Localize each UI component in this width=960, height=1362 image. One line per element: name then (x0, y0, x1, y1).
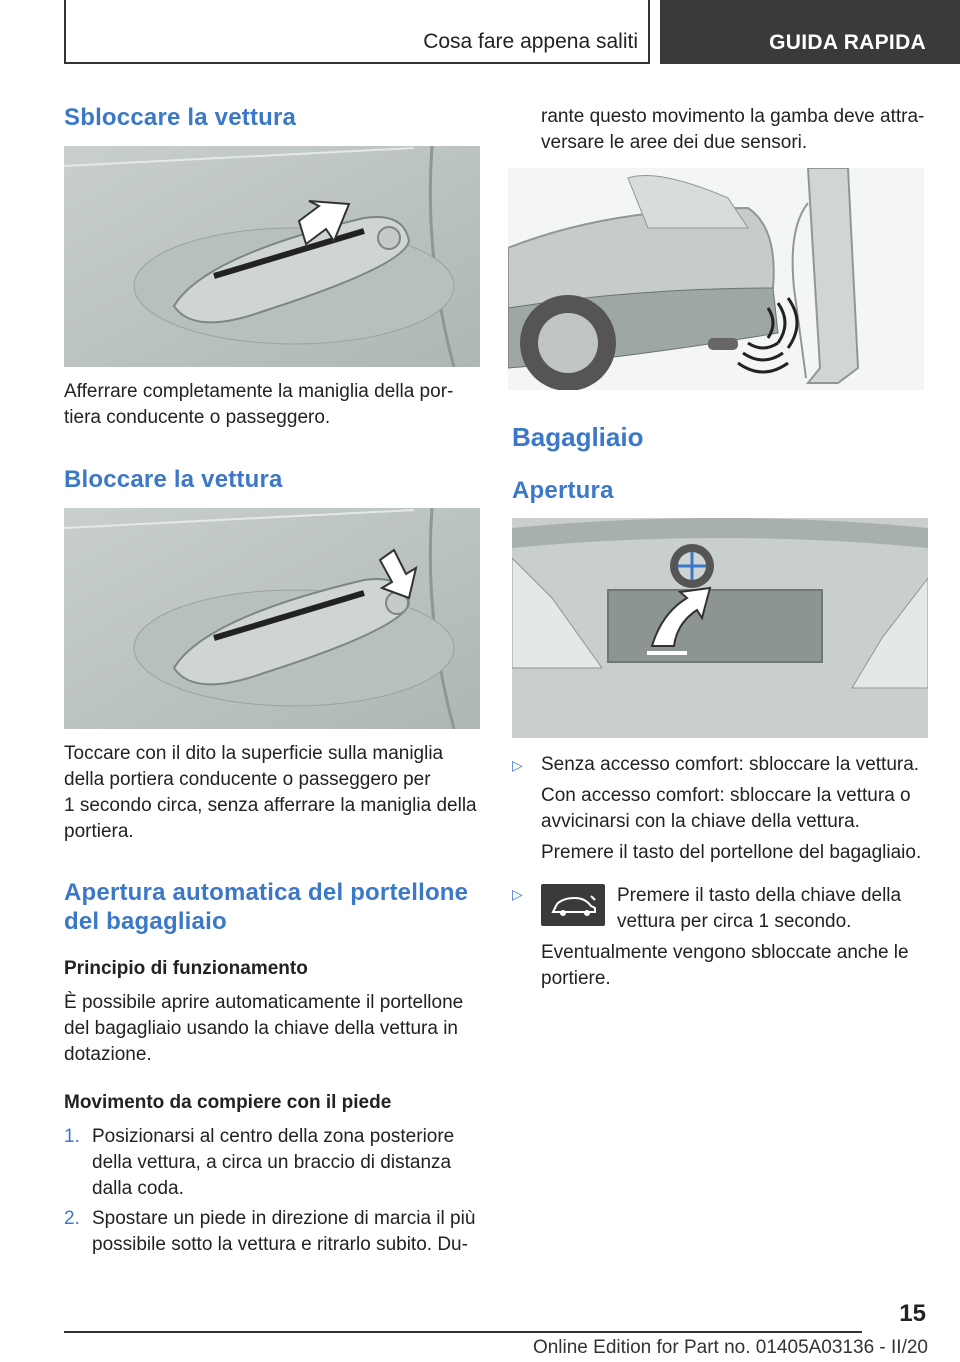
step-1 (64, 1124, 454, 1202)
heading-principle: Principio di funzionamento (64, 958, 308, 979)
step-line: possibile sotto la vettura e ritrarlo subito. Du- (92, 1234, 468, 1255)
unlock-text-line: Afferrare completamente la maniglia della por- (64, 381, 454, 402)
lock-text-line: Toccare con il dito la superficie sulla maniglia (64, 743, 444, 764)
step-line: Posizionarsi al centro della zona posteriore (92, 1126, 455, 1147)
principle-text (64, 990, 463, 1068)
continued-text-line: rante questo movimento la gamba deve attra- (541, 106, 925, 127)
footer-edition: Online Edition for Part no. 01405A03136 - II/20 (532, 1337, 928, 1358)
page-number: 15 (899, 1300, 926, 1327)
header-chapter-tab[interactable] (660, 0, 960, 64)
figure-trunk-button (512, 518, 928, 738)
step-number: 1. (64, 1126, 80, 1147)
heading-auto-line: del bagagliaio (64, 908, 227, 935)
bullet-line: portiere. (541, 968, 611, 989)
lock-text-line: 1 secondo circa, senza afferrare la maniglia della (64, 795, 477, 816)
heading-open: Apertura (512, 477, 614, 504)
bullet-1-sub-2 (541, 840, 921, 866)
step-line: dalla coda. (92, 1178, 184, 1199)
bullet-line: Premere il tasto del portellone del bagagliaio. (541, 842, 922, 863)
bullet-line: Con accesso comfort: sbloccare la vettura o (541, 785, 911, 806)
principle-text-line: del bagagliaio usando la chiave della vettura in (64, 1018, 458, 1039)
principle-text-line: È possibile aprire automaticamente il portellone (64, 992, 464, 1013)
bullet-line: vettura per circa 1 secondo. (617, 911, 852, 932)
bullet-line: Eventualmente vengono sbloccate anche le (541, 942, 909, 963)
header-mid-rule (648, 0, 650, 64)
bullet-2-sub (541, 940, 909, 992)
unlock-text (64, 379, 453, 431)
lock-text-line: della portiera conducente o passeggero per (64, 769, 431, 790)
step-line: Spostare un piede in direzione di marcia il più (92, 1208, 476, 1229)
step-line: della vettura, a circa un braccio di distanza (92, 1152, 452, 1173)
bullet-line: avvicinarsi con la chiave della vettura. (541, 811, 860, 832)
figure-unlock-door-handle (64, 146, 480, 367)
header-section-title: Cosa fare appena saliti (423, 30, 638, 53)
figure-lock-door-handle (64, 508, 480, 729)
bullet-marker-icon: ▷ (512, 757, 523, 773)
heading-auto-tailgate (64, 878, 468, 936)
principle-text-line: dotazione. (64, 1044, 152, 1065)
heading-lock: Bloccare la vettura (64, 466, 283, 493)
lock-text-line: portiera. (64, 821, 134, 842)
heading-auto-line: Apertura automatica del portellone (64, 879, 469, 906)
key-tailgate-button-icon (541, 884, 605, 926)
header-chapter-label: GUIDA RAPIDA (769, 31, 926, 54)
step-number: 2. (64, 1208, 80, 1229)
continued-text-line: versare le aree dei due sensori. (541, 132, 808, 153)
bullet-line: Senza accesso comfort: sbloccare la vettura. (541, 754, 920, 775)
unlock-text-line: tiera conducente o passeggero. (64, 407, 331, 428)
footer-rule (64, 1331, 862, 1333)
heading-movement: Movimento da compiere con il piede (64, 1092, 392, 1113)
figure-foot-sensor (508, 168, 924, 390)
heading-trunk: Bagagliaio (512, 422, 644, 452)
bullet-2 (617, 883, 901, 935)
bullet-1-sub-1 (541, 783, 911, 835)
step-2 (64, 1206, 475, 1258)
bullet-line: Premere il tasto della chiave della (617, 885, 902, 906)
heading-unlock: Sbloccare la vettura (64, 104, 297, 131)
header-bottom-rule (64, 62, 650, 64)
continued-text (541, 104, 924, 156)
lock-text (64, 741, 477, 845)
bullet-marker-icon: ▷ (512, 886, 523, 902)
bullet-1 (512, 752, 919, 778)
